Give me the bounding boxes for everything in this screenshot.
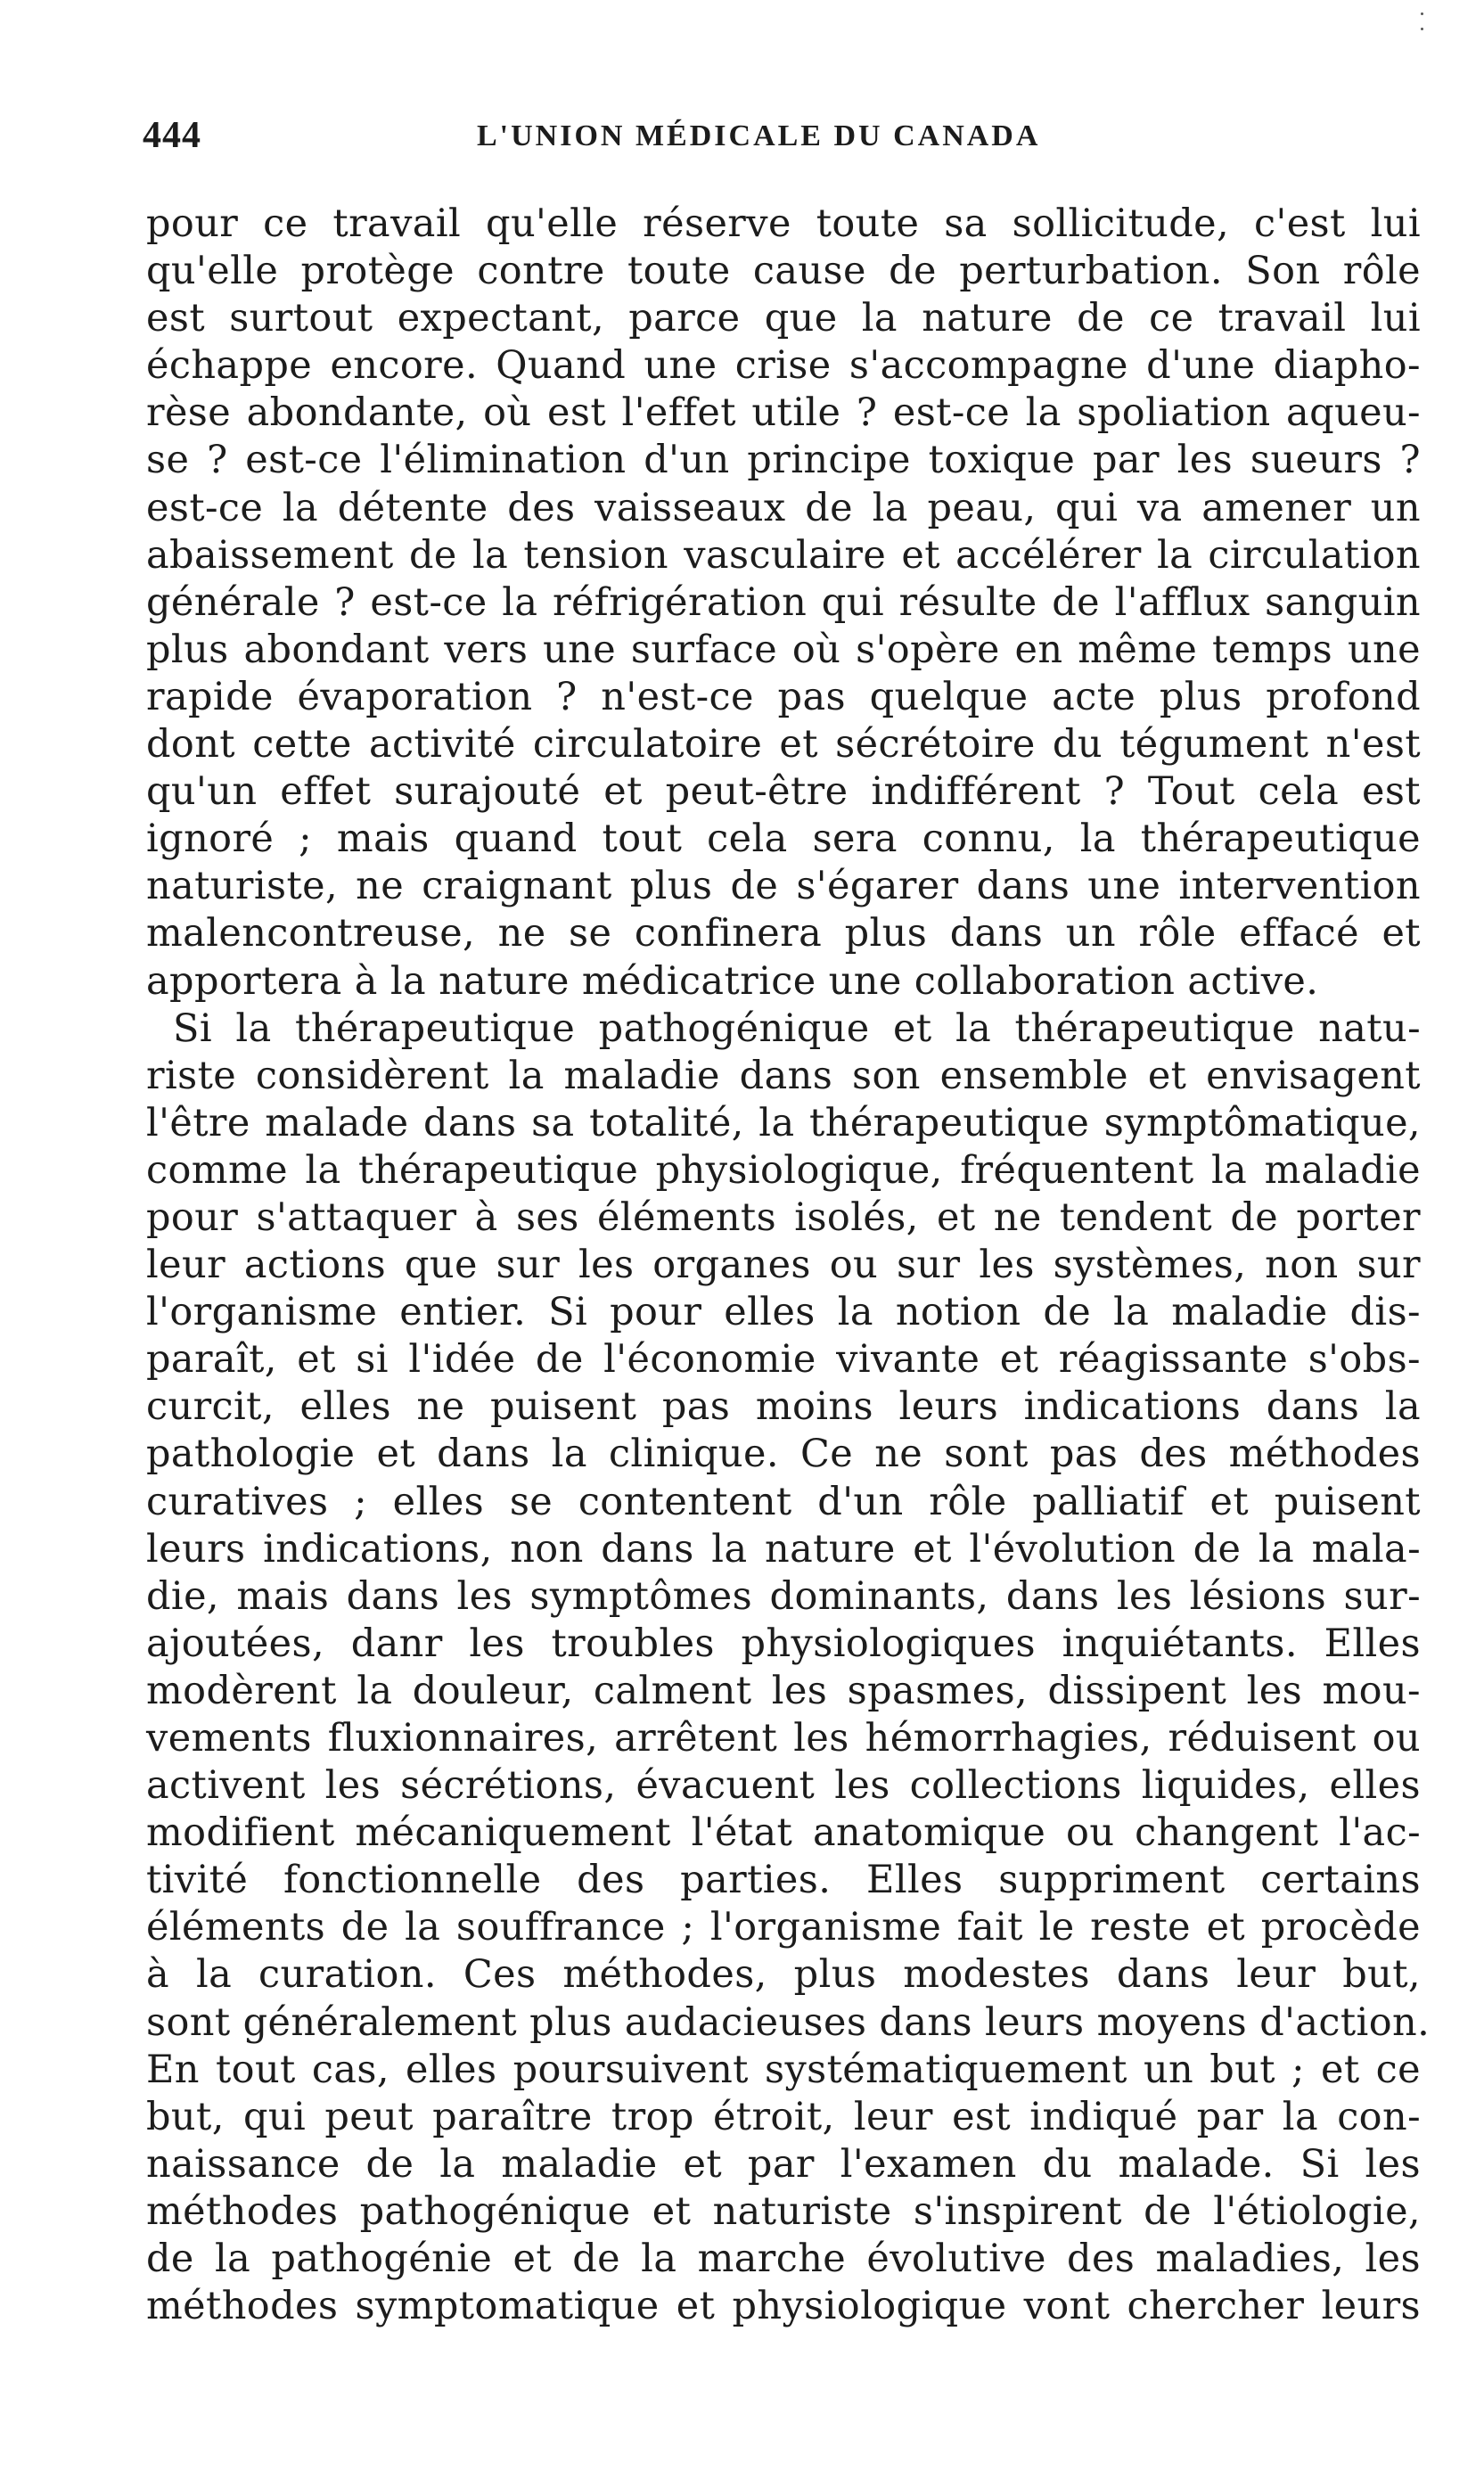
text-line: pathologie et dans la clinique. Ce ne sont pas des méthodes — [146, 1432, 1421, 1477]
page-number: 444 — [143, 115, 201, 156]
text-line: but, qui peut paraître trop étroit, leur est indiqué par la con- — [146, 2094, 1421, 2139]
text-line: curcit, elles ne puisent pas moins leurs indications dans la — [146, 1384, 1421, 1430]
text-line: rèse abondante, où est l'effet utile ? est-ce la spoliation aqueu- — [146, 390, 1421, 436]
text-line: tivité fonctionnelle des parties. Elles suppriment certains — [146, 1858, 1421, 1903]
text-line: est surtout expectant, parce que la nature de ce travail lui — [146, 296, 1421, 341]
text-line: pour s'attaquer à ses éléments isolés, et ne tendent de porter — [146, 1194, 1421, 1240]
text-line: échappe encore. Quand une crise s'accompagne d'une diapho- — [146, 343, 1421, 389]
text-line: leur actions que sur les organes ou sur les systèmes, non sur — [146, 1243, 1421, 1288]
text-line: qu'elle protège contre toute cause de perturbation. Son rôle — [146, 249, 1421, 294]
text-line: l'être malade dans sa totalité, la thérapeutique symptômatique, — [146, 1100, 1421, 1145]
text-line: abaissement de la tension vasculaire et accélérer la circulation — [146, 532, 1421, 578]
text-line: ignoré ; mais quand tout cela sera connu, la thérapeutique — [146, 817, 1421, 862]
speck — [1421, 28, 1423, 30]
text-line: est-ce la détente des vaisseaux de la peau, qui va amener un — [146, 485, 1421, 530]
text-line: En tout cas, elles poursuivent systématiquement un but ; et ce — [146, 2047, 1421, 2092]
text-line: pour ce travail qu'elle réserve toute sa sollicitude, c'est lui — [146, 201, 1421, 246]
text-line: modèrent la douleur, calment les spasmes, dissipent les mou- — [146, 1668, 1421, 1713]
text-line: riste considèrent la maladie dans son ensemble et envisagent — [146, 1053, 1421, 1098]
text-line: de la pathogénie et de la marche évolutive des maladies, les — [146, 2237, 1421, 2282]
text-line: paraît, et si l'idée de l'économie vivante et réagissante s'obs- — [146, 1337, 1421, 1383]
text-line: die, mais dans les symptômes dominants, dans les lésions sur- — [146, 1573, 1421, 1619]
text-line: naturiste, ne craignant plus de s'égarer dans une intervention — [146, 864, 1421, 909]
text-line: modifient mécaniquement l'état anatomique ou changent l'ac- — [146, 1810, 1421, 1856]
margin-specks — [1413, 0, 1431, 89]
text-line: curatives ; elles se contentent d'un rôle palliatif et puisent — [146, 1479, 1421, 1524]
text-line: qu'un effet surajouté et peut-être indifférent ? Tout cela est — [146, 769, 1421, 815]
text-line: méthodes pathogénique et naturiste s'inspirent de l'étiologie, — [146, 2188, 1421, 2234]
running-head: L'UNION MÉDICALE DU CANADA — [477, 119, 1041, 152]
text-line: Si la thérapeutique pathogénique et la thérapeutique natu- — [173, 1006, 1421, 1051]
text-line: ajoutées, danr les troubles physiologiques inquiétants. Elles — [146, 1621, 1421, 1666]
text-line: vements fluxionnaires, arrêtent les hémorrhagies, réduisent ou — [146, 1716, 1421, 1761]
text-line: plus abondant vers une surface où s'opère en même temps une — [146, 627, 1421, 672]
text-line: apportera à la nature médicatrice une collaboration active. — [146, 958, 1319, 1004]
text-line: sont généralement plus audacieuses dans leurs moyens d'action. — [146, 1999, 1431, 2045]
text-line: se ? est-ce l'élimination d'un principe toxique par les sueurs ? — [146, 438, 1421, 483]
speck — [1421, 12, 1423, 15]
text-line: malencontreuse, ne se confinera plus dans un rôle effacé et — [146, 911, 1421, 956]
page-header — [143, 114, 1408, 168]
text-line: activent les sécrétions, évacuent les collections liquides, elles — [146, 1763, 1421, 1809]
body-text — [146, 201, 1431, 2330]
text-line: générale ? est-ce la réfrigération qui résulte de l'afflux sanguin — [146, 579, 1421, 625]
text-line: l'organisme entier. Si pour elles la notion de la maladie dis- — [146, 1290, 1421, 1335]
text-line: naissance de la maladie et par l'examen du malade. Si les — [146, 2141, 1421, 2187]
text-line: rapide évaporation ? n'est-ce pas quelque acte plus profond — [146, 674, 1421, 719]
text-line: comme la thérapeutique physiologique, fréquentent la maladie — [146, 1147, 1421, 1193]
text-line: leurs indications, non dans la nature et l'évolution de la mala- — [146, 1526, 1421, 1572]
text-line: éléments de la souffrance ; l'organisme fait le reste et procède — [146, 1905, 1421, 1950]
text-line: méthodes symptomatique et physiologique vont chercher leurs — [146, 2284, 1421, 2329]
text-line: dont cette activité circulatoire et sécrétoire du tégument n'est — [146, 722, 1421, 768]
text-line: à la curation. Ces méthodes, plus modestes dans leur but, — [146, 1952, 1421, 1998]
